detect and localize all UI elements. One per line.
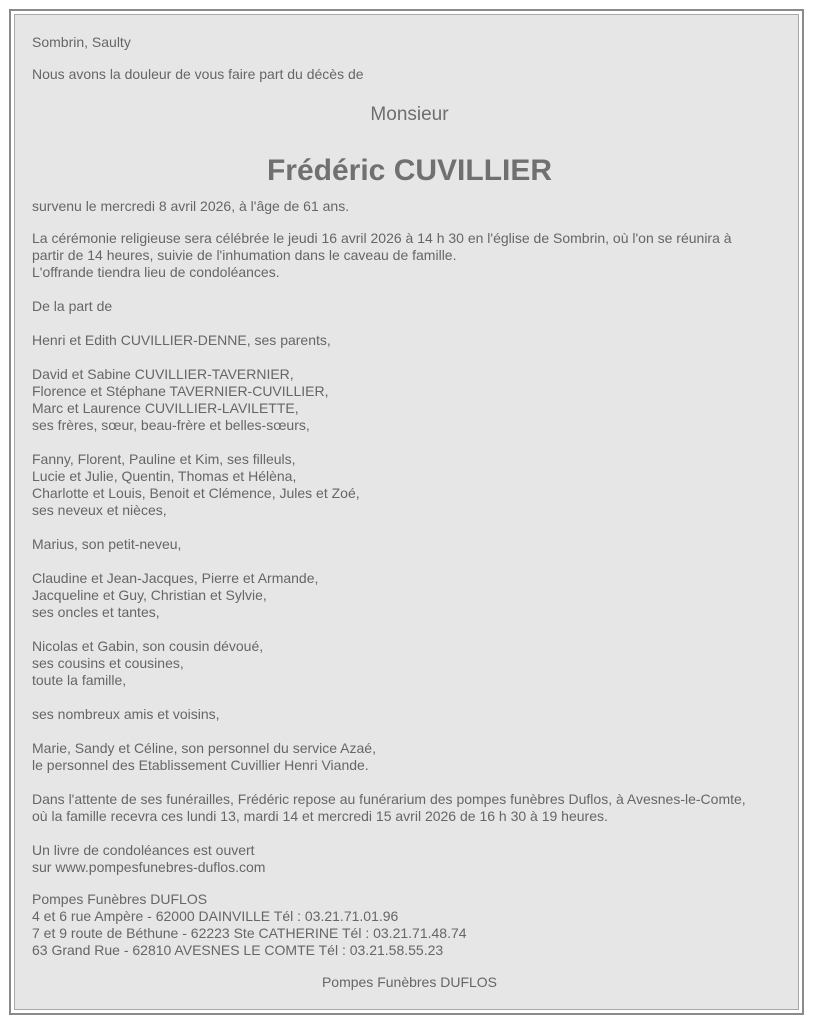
- funeral-home-address: 63 Grand Rue - 62810 AVESNES LE COMTE Tél : 03.21.58.55.23: [32, 942, 444, 958]
- funerarium-paragraph: [32, 791, 787, 825]
- deceased-info: survenu le mercredi 8 avril 2026, à l'âge de 61 ans.: [32, 198, 350, 214]
- family-line: Jacqueline et Guy, Christian et Sylvie,: [32, 587, 267, 603]
- deceased-title: Monsieur: [370, 104, 449, 125]
- family-line: toute la famille,: [32, 672, 127, 688]
- from-label: De la part de: [32, 298, 113, 314]
- family-line: Marie, Sandy et Céline, son personnel du service Azaé,: [32, 740, 376, 756]
- family-line: le personnel des Etablissement Cuvillier Henri Viande.: [32, 757, 369, 773]
- family-line: Fanny, Florent, Pauline et Kim, ses filleuls,: [32, 451, 296, 467]
- obituary-inner-frame: [14, 14, 799, 1010]
- family-uncles: [32, 570, 787, 621]
- family-line: Marc et Laurence CUVILLIER-LAVILETTE,: [32, 400, 299, 416]
- location: Sombrin, Saulty: [32, 34, 131, 50]
- family-cousins: [32, 638, 787, 689]
- intro-text: Nous avons la douleur de vous faire part du décès de: [32, 66, 364, 82]
- family-friends: [32, 706, 787, 723]
- family-line: Claudine et Jean-Jacques, Pierre et Armande,: [32, 570, 319, 586]
- family-line: Marius, son petit-neveu,: [32, 536, 182, 552]
- condolences-paragraph: [32, 842, 787, 876]
- obituary-outer-frame: [9, 9, 804, 1015]
- family-grandnephew: [32, 536, 787, 553]
- ceremony-line: La cérémonie religieuse sera célébrée le jeudi 16 avril 2026 à 14 h 30 en l'église de Sombrin, où l'on se réunira à: [32, 230, 732, 246]
- family-siblings: [32, 366, 787, 434]
- family-line: Henri et Edith CUVILLIER-DENNE, ses parents,: [32, 332, 331, 348]
- family-line: David et Sabine CUVILLIER-TAVERNIER,: [32, 366, 294, 382]
- family-line: Florence et Stéphane TAVERNIER-CUVILLIER,: [32, 383, 329, 399]
- family-line: ses nombreux amis et voisins,: [32, 706, 220, 722]
- family-parents: [32, 332, 787, 349]
- condolences-line: Un livre de condoléances est ouvert: [32, 842, 255, 858]
- family-line: ses cousins et cousines,: [32, 655, 184, 671]
- ceremony-line: L'offrande tiendra lieu de condoléances.: [32, 264, 280, 280]
- family-line: ses neveux et nièces,: [32, 502, 167, 518]
- funeral-home-address: 4 et 6 rue Ampère - 62000 DAINVILLE Tél : 03.21.71.01.96: [32, 908, 399, 924]
- family-staff: [32, 740, 787, 774]
- family-godchildren: [32, 451, 787, 519]
- funerarium-line: où la famille recevra ces lundi 13, mardi 14 et mercredi 15 avril 2026 de 16 h 30 à 19 heures.: [32, 808, 608, 824]
- obituary-content: [32, 34, 787, 991]
- family-line: Lucie et Julie, Quentin, Thomas et Hélèna,: [32, 468, 297, 484]
- funeral-home-name: Pompes Funèbres DUFLOS: [32, 891, 208, 907]
- ceremony-line: partir de 14 heures, suivie de l'inhumation dans le caveau de famille.: [32, 247, 457, 263]
- funerarium-line: Dans l'attente de ses funérailles, Frédéric repose au funérarium des pompes funèbres Duflos, à Avesnes-le-Comte,: [32, 791, 746, 807]
- ceremony-paragraph: [32, 230, 787, 281]
- deceased-name: Frédéric CUVILLIER: [266, 154, 553, 187]
- condolences-line: sur www.pompesfunebres-duflos.com: [32, 859, 266, 875]
- family-line: ses frères, sœur, beau-frère et belles-sœurs,: [32, 417, 310, 433]
- funeral-home-address: 7 et 9 route de Béthune - 62223 Ste CATHERINE Tél : 03.21.71.48.74: [32, 925, 467, 941]
- signature: Pompes Funèbres DUFLOS: [321, 974, 498, 990]
- funeral-home-block: [32, 891, 787, 959]
- family-line: Nicolas et Gabin, son cousin dévoué,: [32, 638, 264, 654]
- family-line: ses oncles et tantes,: [32, 604, 160, 620]
- family-line: Charlotte et Louis, Benoit et Clémence, Jules et Zoé,: [32, 485, 360, 501]
